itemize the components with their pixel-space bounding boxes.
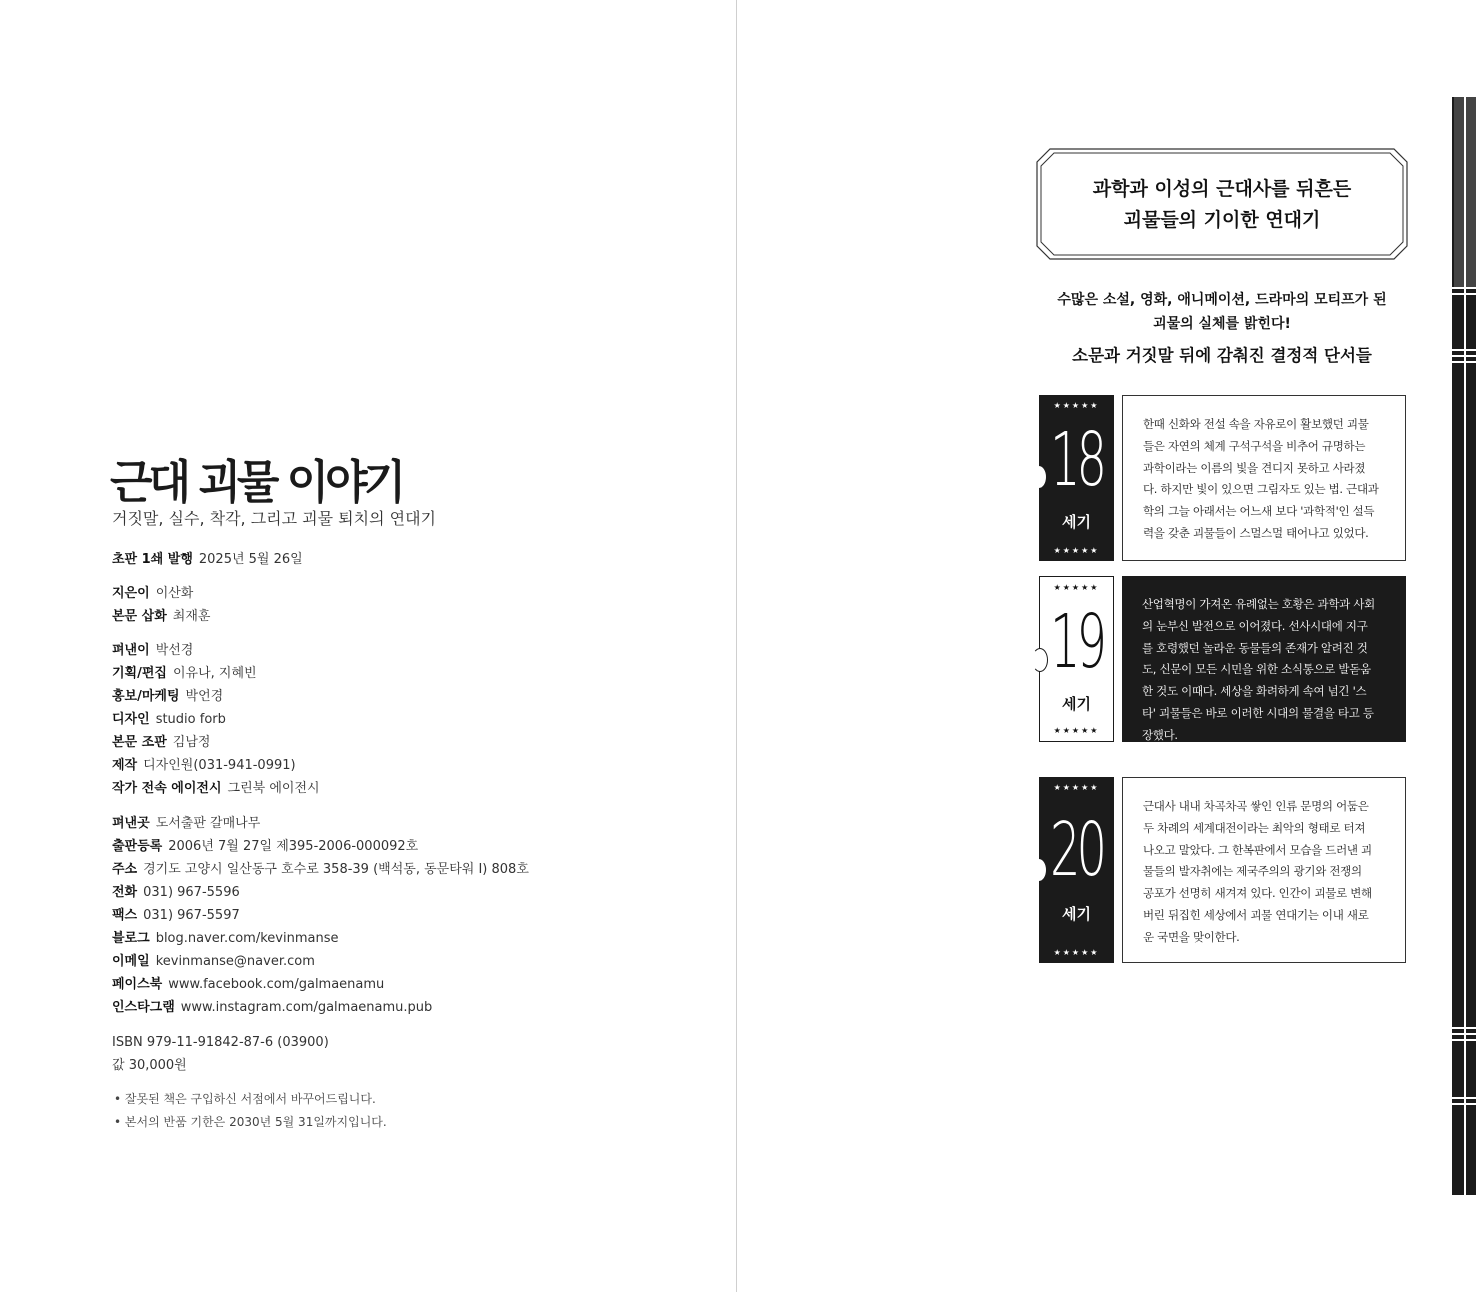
era-text-line: 학의 그늘 아래서는 어느새 보다 '과학적'인 설득 [1143,504,1375,519]
staff-value: 그린북 에이전시 [227,781,320,796]
publisher-label: 팩스 [112,908,138,923]
publisher-label: 전화 [112,885,138,900]
credits-block [112,582,210,628]
era-tab [1039,395,1114,561]
credit-label: 본문 삽화 [112,609,167,624]
publisher-block [112,812,529,1019]
era-text-line: 버린 뒤집힌 세상에서 괴물 연대기는 이내 새로 [1143,907,1369,922]
spine-rule [1452,1103,1476,1105]
era-text-line: 장했다. [1142,727,1178,742]
era-text-line: 한 것도 이때다. 세상을 화려하게 속여 넘긴 '스 [1142,684,1367,699]
publisher-row [112,973,529,996]
era-text-line: 근대사 내내 차곡차곡 쌓인 인류 문명의 어둠은 [1143,799,1369,813]
staff-value: 박언경 [185,689,224,704]
isbn: ISBN 979-11-91842-87-6 (03900) [112,1035,329,1050]
spine-rule [1452,1039,1476,1041]
publisher-row [112,881,529,904]
headline [1036,174,1408,236]
publisher-value: 031) 967-5596 [143,885,240,900]
era-unit: 세기 [1062,513,1091,531]
spine-rule [1452,1033,1476,1035]
spine-rule [1452,1027,1476,1029]
publisher-row [112,927,529,950]
era-text-line: 운 국면을 맞이한다. [1143,929,1240,944]
publisher-value: www.facebook.com/galmaenamu [168,977,385,992]
era-card-18 [1039,395,1406,561]
publisher-value: 031) 967-5597 [143,908,240,923]
credit-row [112,582,210,605]
era-text-line: 의 눈부신 발전으로 이어졌다. 선사시대에 지구 [1142,618,1368,633]
first-edition-label: 초판 1쇄 발행 [112,552,193,567]
publisher-value: 도서출판 갈매나무 [155,816,261,831]
credit-value: 이산화 [155,586,194,601]
spine-rule [1464,97,1466,1195]
era-text-line: 다. 하지만 빛이 있으면 그림자도 있는 법. 근대과 [1143,482,1379,497]
notice-line: • 잘못된 책은 구입하신 서점에서 바꾸어드립니다. [114,1092,376,1106]
staff-block [112,639,320,800]
credit-value: 최재훈 [172,609,211,624]
tagline-emphasis: 소문과 거짓말 뒤에 감춰진 결정적 단서들 [1072,346,1372,365]
era-tab [1039,576,1114,742]
spine-rule [1452,349,1476,351]
era-text-line: 과학이라는 이름의 빛을 견디지 못하고 사라졌 [1143,460,1366,475]
era-text-line: 공포가 선명히 새겨져 있다. 인간이 괴물로 변해 [1143,886,1372,901]
publisher-label: 주소 [112,862,138,877]
era-text-line: 한때 신화와 전설 속을 자유로이 활보했던 괴물 [1143,417,1369,431]
tagline-line: 괴물의 실체를 밝힌다! [1153,316,1291,332]
era-card-20 [1039,777,1406,963]
headline-line: 과학과 이성의 근대사를 뒤흔든 [1092,178,1352,200]
staff-value: studio forb [155,712,226,727]
era-unit: 세기 [1062,695,1091,713]
staff-row [112,731,320,754]
headline-line: 괴물들의 기이한 연대기 [1123,209,1321,231]
staff-label: 디자인 [112,712,150,727]
spine-rule [1452,287,1476,289]
staff-value: 디자인원(031-941-0991) [143,758,296,773]
isbn-price-block [112,1031,329,1077]
era-number: 20 [1049,806,1104,894]
credit-label: 지은이 [112,586,150,601]
staff-label: 홍보/마케팅 [112,689,180,704]
tagline-line: 수많은 소설, 영화, 애니메이션, 드라마의 모티프가 된 [1057,292,1387,308]
era-text-line: 두 차례의 세계대전이라는 최악의 형태로 터져 [1143,820,1366,835]
publisher-row [112,996,529,1019]
book-subtitle: 거짓말, 실수, 착각, 그리고 괴물 퇴치의 연대기 [112,509,436,528]
price: 값 30,000원 [112,1058,187,1073]
spine-rule [1452,361,1476,363]
staff-label: 본문 조판 [112,735,167,750]
era-number: 19 [1049,598,1104,686]
publisher-label: 출판등록 [112,839,163,854]
spine-rule [1452,1097,1476,1099]
staff-value: 이유나, 지혜빈 [172,666,257,681]
publisher-label: 페이스북 [112,977,163,992]
tagline [1036,288,1408,336]
publisher-row [112,835,529,858]
publisher-row [112,858,529,881]
publisher-value: www.instagram.com/galmaenamu.pub [180,1000,433,1015]
staff-row [112,662,320,685]
publisher-row [112,950,529,973]
era-description [1122,576,1406,742]
stars-icon: ★★★★★ [1053,948,1100,957]
publisher-value: 2006년 7월 27일 제395-2006-000092호 [168,839,419,854]
staff-row [112,708,320,731]
staff-label: 작가 전속 에이전시 [112,781,222,796]
era-text-line: 력을 갖춘 괴물들이 스멀스멀 태어나고 있었다. [1143,525,1369,540]
era-text-line: 산업혁명이 가져온 유례없는 호황은 과학과 사회 [1142,597,1375,611]
first-edition-block [112,548,303,571]
spine-rule [1452,293,1476,295]
staff-row [112,777,320,800]
publisher-label: 펴낸곳 [112,816,150,831]
publisher-value: 경기도 고양시 일산동구 호수로 358-39 (백석동, 동문타워 I) 808호 [143,862,529,877]
publisher-value: kevinmanse@naver.com [155,954,315,969]
stars-icon: ★★★★★ [1053,583,1100,592]
era-text-line: 를 호령했던 놀라운 동물들의 존재가 알려진 것 [1142,640,1368,655]
first-edition-row [112,548,303,571]
staff-value: 김남정 [172,735,211,750]
era-description [1122,395,1406,561]
era-text-line: 타' 괴물들은 바로 이러한 시대의 물결을 타고 등 [1142,705,1374,720]
spine-rule [1452,355,1476,357]
era-text-line: 도, 신문이 모든 시민을 위한 소식통으로 발돋움 [1142,662,1371,677]
publisher-label: 블로그 [112,931,150,946]
stars-icon: ★★★★★ [1053,401,1100,410]
first-edition-value: 2025년 5월 26일 [198,552,303,567]
era-card-19 [1039,576,1406,742]
era-description [1122,777,1406,963]
page-gutter-divider [736,0,737,1292]
staff-row [112,754,320,777]
stars-icon: ★★★★★ [1053,546,1100,555]
era-text-line: 물들의 발자취에는 제국주의의 광기와 전쟁의 [1143,864,1362,879]
staff-label: 펴낸이 [112,643,150,658]
era-number: 18 [1049,416,1104,504]
publisher-row [112,904,529,927]
book-title-logo: 근대 괴물 이야기 [110,455,403,510]
stars-icon: ★★★★★ [1053,726,1100,735]
staff-row [112,639,320,662]
stars-icon: ★★★★★ [1053,783,1100,792]
publisher-label: 인스타그램 [112,1000,175,1015]
notice-line: • 본서의 반품 기한은 2030년 5월 31일까지입니다. [114,1115,387,1129]
era-tab [1039,777,1114,963]
staff-label: 기획/편집 [112,666,167,681]
era-text-line: 나오고 말았다. 그 한복판에서 모습을 드러낸 괴 [1143,842,1372,857]
staff-value: 박선경 [155,643,194,658]
headline-frame [1036,148,1408,260]
staff-row [112,685,320,708]
era-unit: 세기 [1062,905,1091,923]
staff-label: 제작 [112,758,138,773]
publisher-label: 이메일 [112,954,150,969]
era-text-line: 들은 자연의 체계 구석구석을 비추어 규명하는 [1143,438,1366,453]
book-spine-strip [1452,97,1476,1195]
credit-row [112,605,210,628]
publisher-row [112,812,529,835]
publisher-value: blog.naver.com/kevinmanse [155,931,339,946]
